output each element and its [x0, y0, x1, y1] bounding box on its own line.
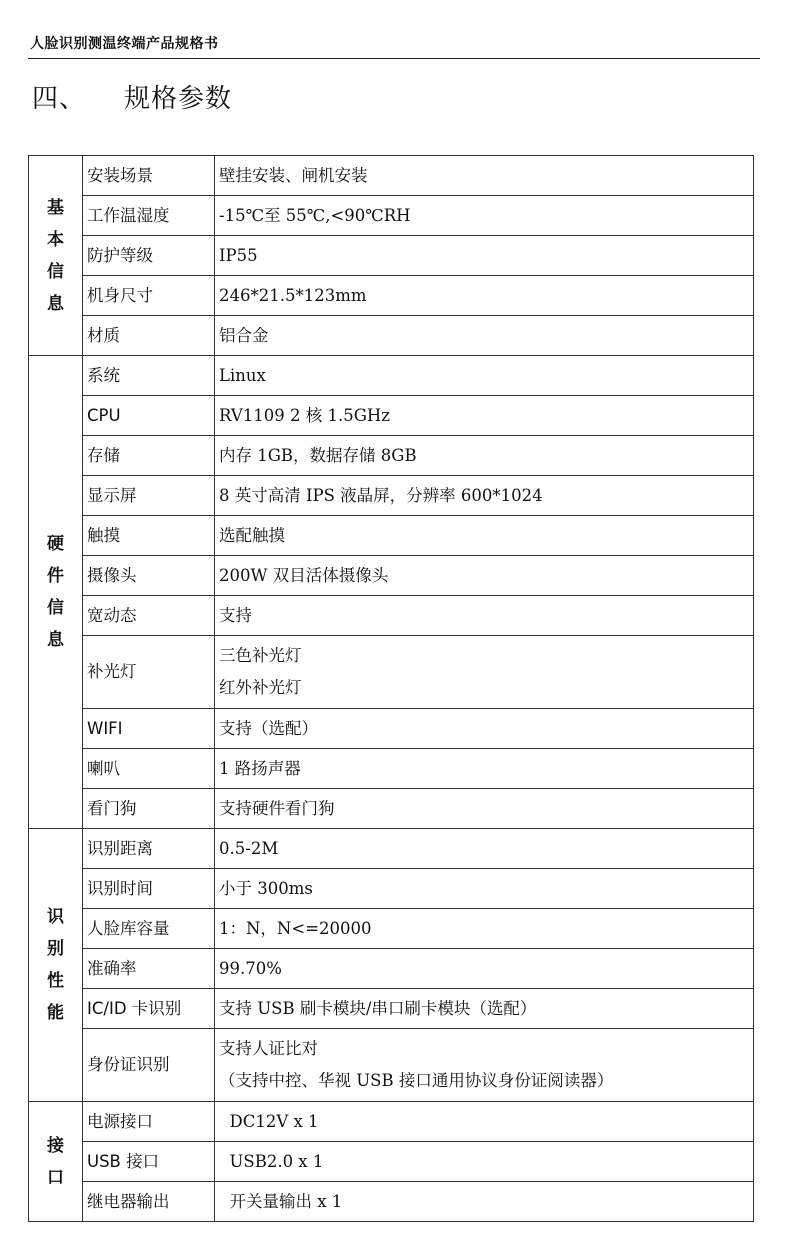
table-row [29, 316, 754, 356]
table-row [29, 476, 754, 516]
param-value: 8 英寸高清 IPS 液晶屏，分辨率 600*1024 [219, 485, 543, 505]
param-value: 铝合金 [219, 325, 269, 345]
param-name: CPU [83, 396, 215, 436]
table-row [29, 949, 754, 989]
param-value: 1：N，N<=20000 [219, 918, 372, 938]
param-name: 摄像头 [83, 556, 215, 596]
table-row [29, 636, 754, 709]
param-name: 补光灯 [83, 636, 215, 709]
header-divider [28, 58, 760, 59]
table-row [29, 356, 754, 396]
param-value-cell [215, 869, 754, 909]
section-title: 规格参数 [124, 84, 233, 114]
table-row [29, 556, 754, 596]
param-value: 开关量输出 x 1 [219, 1191, 343, 1211]
param-name: 安装场景 [83, 156, 215, 196]
param-value-cell [215, 316, 754, 356]
param-name: 识别时间 [83, 869, 215, 909]
param-value-cell [215, 1142, 754, 1182]
param-value: 三色补光灯 [219, 646, 302, 665]
param-value: （支持中控、华视 USB 接口通用协议身份证阅读器） [219, 1071, 614, 1090]
param-name: 喇叭 [83, 749, 215, 789]
param-name: 继电器输出 [83, 1182, 215, 1222]
document-header-title: 人脸识别测温终端产品规格书 [30, 36, 219, 52]
param-value-cell [215, 709, 754, 749]
group-label-cell [29, 1102, 83, 1222]
param-value-cell [215, 909, 754, 949]
param-value-cell [215, 156, 754, 196]
param-name: 工作温湿度 [83, 196, 215, 236]
param-value-cell [215, 436, 754, 476]
param-value-cell [215, 596, 754, 636]
param-value: 支持 USB 刷卡模块/串口刷卡模块（选配） [219, 998, 537, 1018]
group-label: 硬件信息 [47, 534, 64, 650]
section-heading [32, 78, 232, 115]
param-name: WIFI [83, 709, 215, 749]
param-value: 0.5-2M [219, 838, 279, 858]
table-row [29, 869, 754, 909]
param-value-cell [215, 989, 754, 1029]
param-value: 支持硬件看门狗 [219, 798, 335, 818]
table-row [29, 1102, 754, 1142]
table-row [29, 789, 754, 829]
table-row [29, 596, 754, 636]
param-name: 看门狗 [83, 789, 215, 829]
param-value: 支持人证比对 [219, 1039, 318, 1058]
spec-table-body [29, 156, 754, 1222]
param-value: -15℃至 55℃,<90℃RH [219, 205, 411, 225]
param-name: 宽动态 [83, 596, 215, 636]
param-value: 支持 [219, 605, 252, 625]
table-row [29, 709, 754, 749]
param-value: 99.70% [219, 958, 282, 978]
param-value-cell [215, 949, 754, 989]
param-value: 1 路扬声器 [219, 758, 301, 778]
param-value-cell [215, 556, 754, 596]
table-row [29, 396, 754, 436]
param-name: 准确率 [83, 949, 215, 989]
group-label: 基本信息 [47, 197, 64, 314]
param-value: 壁挂安装、闸机安装 [219, 165, 368, 185]
param-value: IP55 [219, 245, 258, 265]
param-value: 红外补光灯 [219, 678, 302, 697]
param-name: 电源接口 [83, 1102, 215, 1142]
param-name: 机身尺寸 [83, 276, 215, 316]
param-name: 显示屏 [83, 476, 215, 516]
param-name: 触摸 [83, 516, 215, 556]
param-value: 小于 300ms [219, 878, 313, 898]
param-value: 246*21.5*123mm [219, 285, 367, 305]
param-name: 人脸库容量 [83, 909, 215, 949]
table-row [29, 1182, 754, 1222]
param-name: 材质 [83, 316, 215, 356]
param-value-cell [215, 356, 754, 396]
param-name: 系统 [83, 356, 215, 396]
param-value-cell [215, 516, 754, 556]
param-value: USB2.0 x 1 [219, 1151, 324, 1171]
table-row [29, 236, 754, 276]
table-row [29, 909, 754, 949]
param-name: USB 接口 [83, 1142, 215, 1182]
group-label-cell [29, 156, 83, 356]
table-row [29, 749, 754, 789]
group-label-cell [29, 356, 83, 829]
param-value-cell [215, 276, 754, 316]
param-value-cell [215, 749, 754, 789]
param-name: IC/ID 卡识别 [83, 989, 215, 1029]
table-row [29, 989, 754, 1029]
table-row [29, 1142, 754, 1182]
group-label-cell [29, 829, 83, 1102]
group-label: 识别性能 [47, 907, 64, 1023]
table-row [29, 516, 754, 556]
param-name: 存储 [83, 436, 215, 476]
param-value: 选配触摸 [219, 525, 285, 545]
param-name: 防护等级 [83, 236, 215, 276]
param-value-cell [215, 1182, 754, 1222]
table-row [29, 829, 754, 869]
table-row [29, 276, 754, 316]
param-name: 身份证识别 [83, 1029, 215, 1102]
param-value-cell [215, 476, 754, 516]
param-value: 内存 1GB，数据存储 8GB [219, 445, 417, 465]
param-value: 支持（选配） [219, 718, 318, 738]
param-value-cell [215, 789, 754, 829]
table-row [29, 436, 754, 476]
param-value: RV1109 2 核 1.5GHz [219, 405, 390, 425]
param-value-cell [215, 196, 754, 236]
group-label: 接口 [47, 1135, 64, 1188]
param-value: DC12V x 1 [219, 1111, 319, 1131]
spec-table [28, 155, 754, 1222]
param-value-cell [215, 829, 754, 869]
param-value-cell [215, 1102, 754, 1142]
param-value: 200W 双目活体摄像头 [219, 565, 389, 585]
table-row [29, 196, 754, 236]
table-row [29, 1029, 754, 1102]
table-row [29, 156, 754, 196]
param-value-cell [215, 1029, 754, 1102]
section-number: 四、 [32, 84, 87, 114]
param-name: 识别距离 [83, 829, 215, 869]
param-value-cell [215, 636, 754, 709]
param-value-cell [215, 396, 754, 436]
param-value: Linux [219, 365, 266, 385]
param-value-cell [215, 236, 754, 276]
